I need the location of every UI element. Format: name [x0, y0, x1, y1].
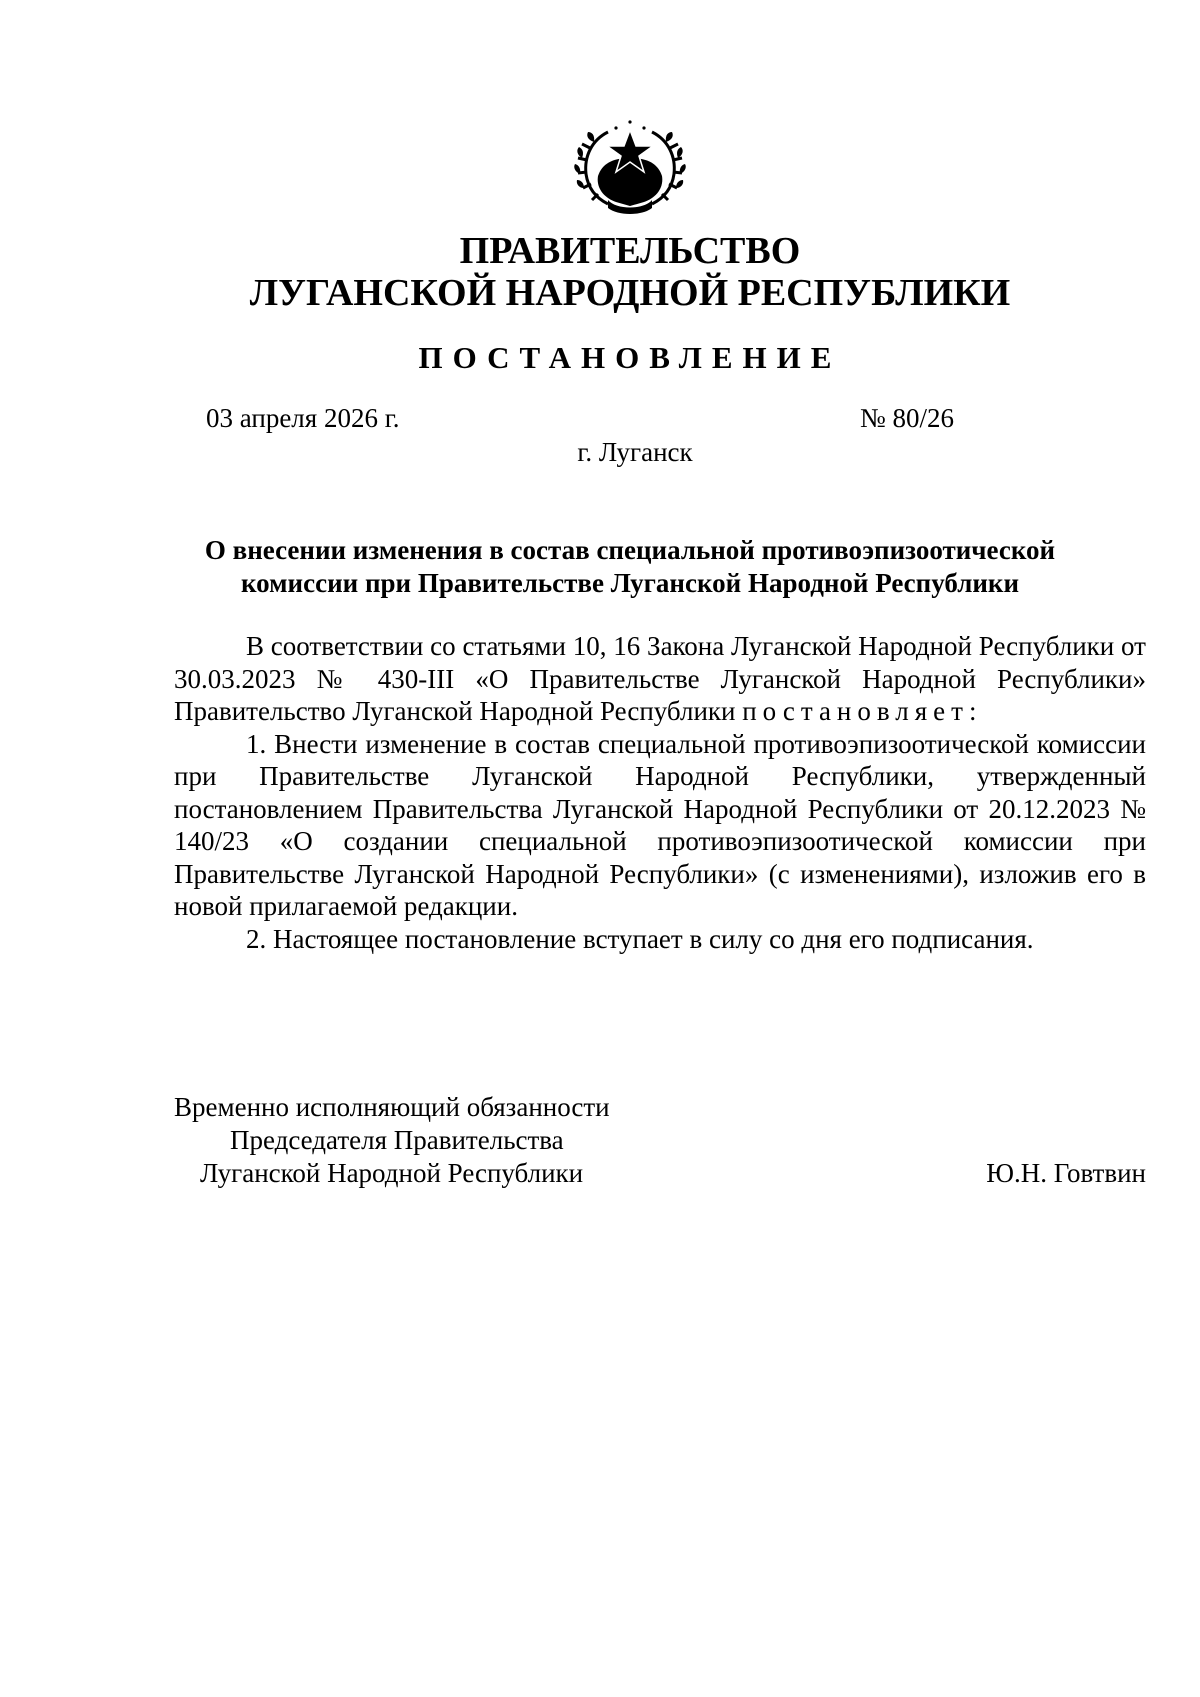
position-line2: Председателя Правительства: [230, 1125, 564, 1155]
item-1-paragraph: 1. Внести изменение в состав специальной противоэпизоотической комиссии при Правительстве Луганской Народной Республики, утвержденный постановлением Правительства Луганской Народной Республики от 20.12.2023 № 140/23 «О создании специальной противоэпизоотической комиссии при Правительстве Луганской Народной Республики» (с изменениями), изложив его в новой прилагаемой редакции.: [174, 728, 1146, 921]
document-city: г. Луганск: [577, 437, 693, 467]
position-line3: Луганской Народной Республики: [200, 1158, 584, 1188]
signatory-name: Ю.Н. Говтвин: [986, 1158, 1146, 1188]
document-number: № 80/26: [860, 403, 955, 433]
coat-of-arms-emblem-icon: [568, 118, 692, 218]
position-line1: Временно исполняющий обязанности: [174, 1092, 610, 1122]
item-2-paragraph: 2. Настоящее постановление вступает в силу со дня его подписания.: [246, 923, 1034, 954]
decree-word: постановляет:: [742, 696, 983, 726]
document-subject: [150, 534, 1110, 600]
document-type: ПОСТАНОВЛЕНИЕ: [418, 340, 842, 375]
document-date: 03 апреля 2026 г.: [206, 403, 400, 433]
government-title-line1: ПРАВИТЕЛЬСТВО: [459, 230, 801, 272]
preamble-paragraph: [174, 630, 1146, 728]
signatory-position: [174, 1091, 610, 1190]
subject-line2: комиссии при Правительстве Луганской Народной Республики: [240, 568, 1020, 598]
government-title-line2: ЛУГАНСКОЙ НАРОДНОЙ РЕСПУБЛИКИ: [249, 272, 1011, 314]
preamble-text: В соответствии со статьями 10, 16 Закона Луганской Народной Республики от 30.03.2023 № 430-III «О Правительстве Луганской Народной Республики» Правительство Луганской Народной Республики: [174, 631, 1146, 726]
subject-line1: О внесении изменения в состав специальной противоэпизоотической: [204, 535, 1056, 565]
document-body: [174, 630, 1146, 955]
